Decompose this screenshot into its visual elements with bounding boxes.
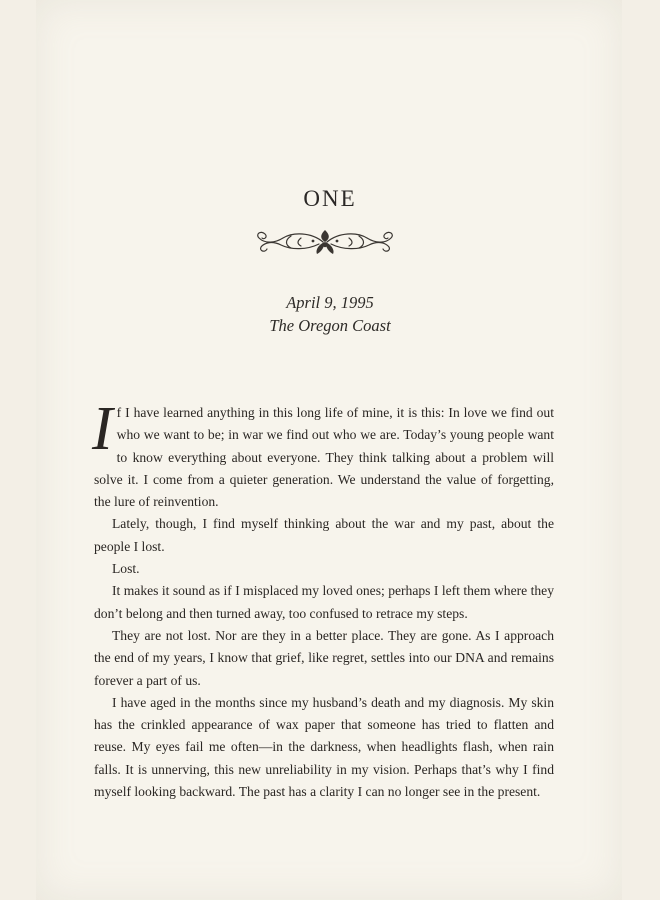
- paragraph-5: They are not lost. Nor are they in a better place. They are gone. As I approach the end of my years, I know that grief, like regret, settles into our DNA and remains forever a part of us.: [94, 627, 554, 688]
- paragraph-3: Lost.: [112, 561, 140, 577]
- chapter-title: ONE: [303, 186, 357, 211]
- paragraph-1-text: f I have learned anything in this long life of mine, it is this: In love we find out who we want to be; in war we find out who we are. Today’s young people want to know everything about everyone. They think talking about a problem will solve it. I come from a quieter generation. We understand the value of forgetting, the lure of reinvention.: [94, 405, 554, 510]
- paragraph-2: Lately, though, I find myself thinking about the war and my past, about the people I lost.: [94, 516, 554, 554]
- paragraph-4: It makes it sound as if I misplaced my loved ones; perhaps I left them where they don’t belong and then turned away, too confused to retrace my steps.: [94, 583, 554, 621]
- paragraph-1: [92, 395, 554, 513]
- drop-cap: I: [92, 395, 113, 463]
- paragraph-6: I have aged in the months since my husband’s death and my diagnosis. My skin has the crinkled appearance of wax paper that someone has tried to flatten and reuse. My eyes fail me often—in the darkness, when headlights flash, when rain falls. It is unnerving, this new unreliability in my vision. Perhaps that’s why I find myself looking backward. The past has a clarity I can no longer see in the present.: [94, 694, 554, 800]
- flourish-ornament-icon: [253, 224, 397, 260]
- chapter-body: [92, 395, 554, 803]
- dateline-date: April 9, 1995: [286, 293, 374, 312]
- dateline-place: The Oregon Coast: [269, 316, 391, 335]
